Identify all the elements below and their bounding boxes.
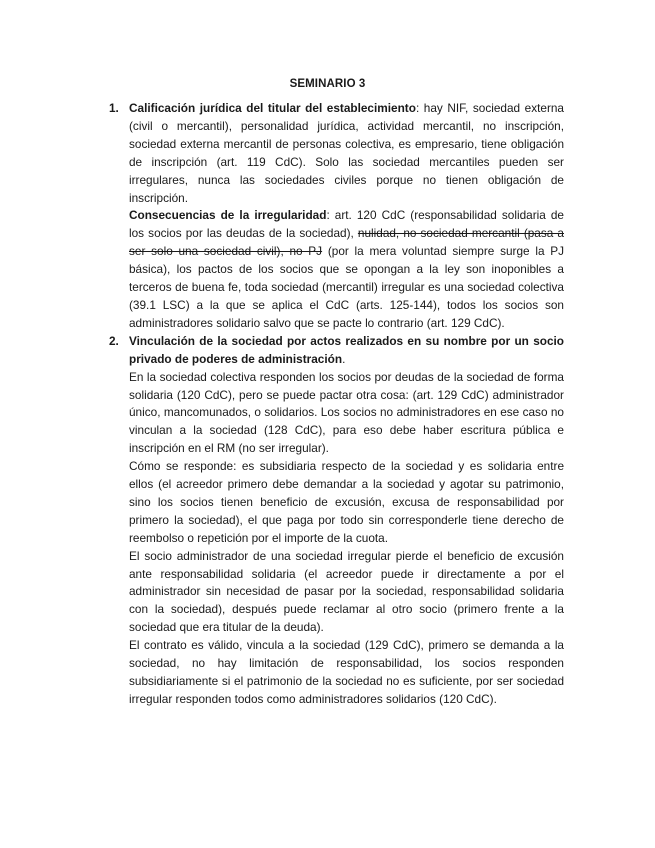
consequences-text-b: (por la mera voluntad siempre surge la PJ básica), los pactos de los socios que se opongan a la ley son inoponibles a terceros de buena fe, toda sociedad (mercantil) irregular es una sociedad colectiva (39.1 LSC) a la que se aplica el CdC (arts. 125-144), todos los socios son administradores solidario salvo que se pacte lo contrario (art. 129 CdC). [129,244,565,330]
item2-heading: Vinculación de la sociedad por actos realizados en su nombre por un socio privado de poderes de administración [129,333,564,366]
item1-paragraph-1 [129,100,564,207]
item2-heading-end: . [342,351,346,366]
page-title: SEMINARIO 3 [289,78,366,90]
item1-paragraph-2 [129,207,564,332]
item2-paragraph-2: Cómo se responde: es subsidiaria respecto de la sociedad y es solidaria entre ellos (el acreedor primero debe demandar a la sociedad y agotar su patrimonio, sino los socios tienen beneficio de excusión, excusa de responsabilidad por primero la sociedad), el que paga por todo sin corresponderle tiene derecho de reembolso o repetición por el importe de la cuota. [129,459,564,545]
numbered-list [107,100,564,709]
item1-text: : hay NIF, sociedad externa (civil o mercantil), personalidad jurídica, actividad mercantil, no inscripción, sociedad externa mercantil de personas colectiva, es empresario, tiene obligación de inscripción (art. 119 CdC). Solo las sociedad mercantiles pueden ser irregulares, nunca las sociedades civiles porque no tienen obligación de inscripción. [129,101,564,205]
item1-heading: Calificación jurídica del titular del establecimiento [129,101,416,115]
item2-paragraph-4: El contrato es válido, vincula a la sociedad (129 CdC), primero se demanda a la sociedad, no hay limitación de responsabilidad, los socios responden subsidiariamente si el patrimonio de la sociedad no es suficiente, por ser sociedad irregular responden todos como administradores solidarios (120 CdC). [129,638,564,706]
list-item-2 [107,333,564,709]
struck-text: nulidad, no sociedad mercantil (pasa a ser solo una sociedad civil), no PJ [129,226,564,259]
consequences-text-a: : art. 120 CdC (responsabilidad solidaria de los socios por las deudas de la sociedad), [129,208,564,241]
item2-paragraph-3: El socio administrador de una sociedad irregular pierde el beneficio de excusión ante responsabilidad solidaria (el acreedor puede ir directamente a por el administrador sin necesidad de pasar por la sociedad, responsabilidad solidaria con la sociedad), después puede reclamar al otro socio (primero frente a la sociedad que era titular de la deuda). [129,548,564,635]
item2-heading-paragraph [129,333,564,369]
item2-paragraph-1: En la sociedad colectiva responden los socios por deudas de la sociedad de forma solidaria (120 CdC), pero se puede pactar otra cosa: (art. 129 CdC) administrador único, mancomunados, o solidarios. Los socios no administradores en ese caso no vinculan a la sociedad (128 CdC), para eso debe haber escritura pública e inscripción en el RM (no ser irregular). [129,369,564,456]
consequences-heading: Consecuencias de la irregularidad [129,208,327,223]
list-item-1 [107,100,564,333]
list-number: 2. [109,333,119,348]
list-number: 1. [109,101,119,115]
